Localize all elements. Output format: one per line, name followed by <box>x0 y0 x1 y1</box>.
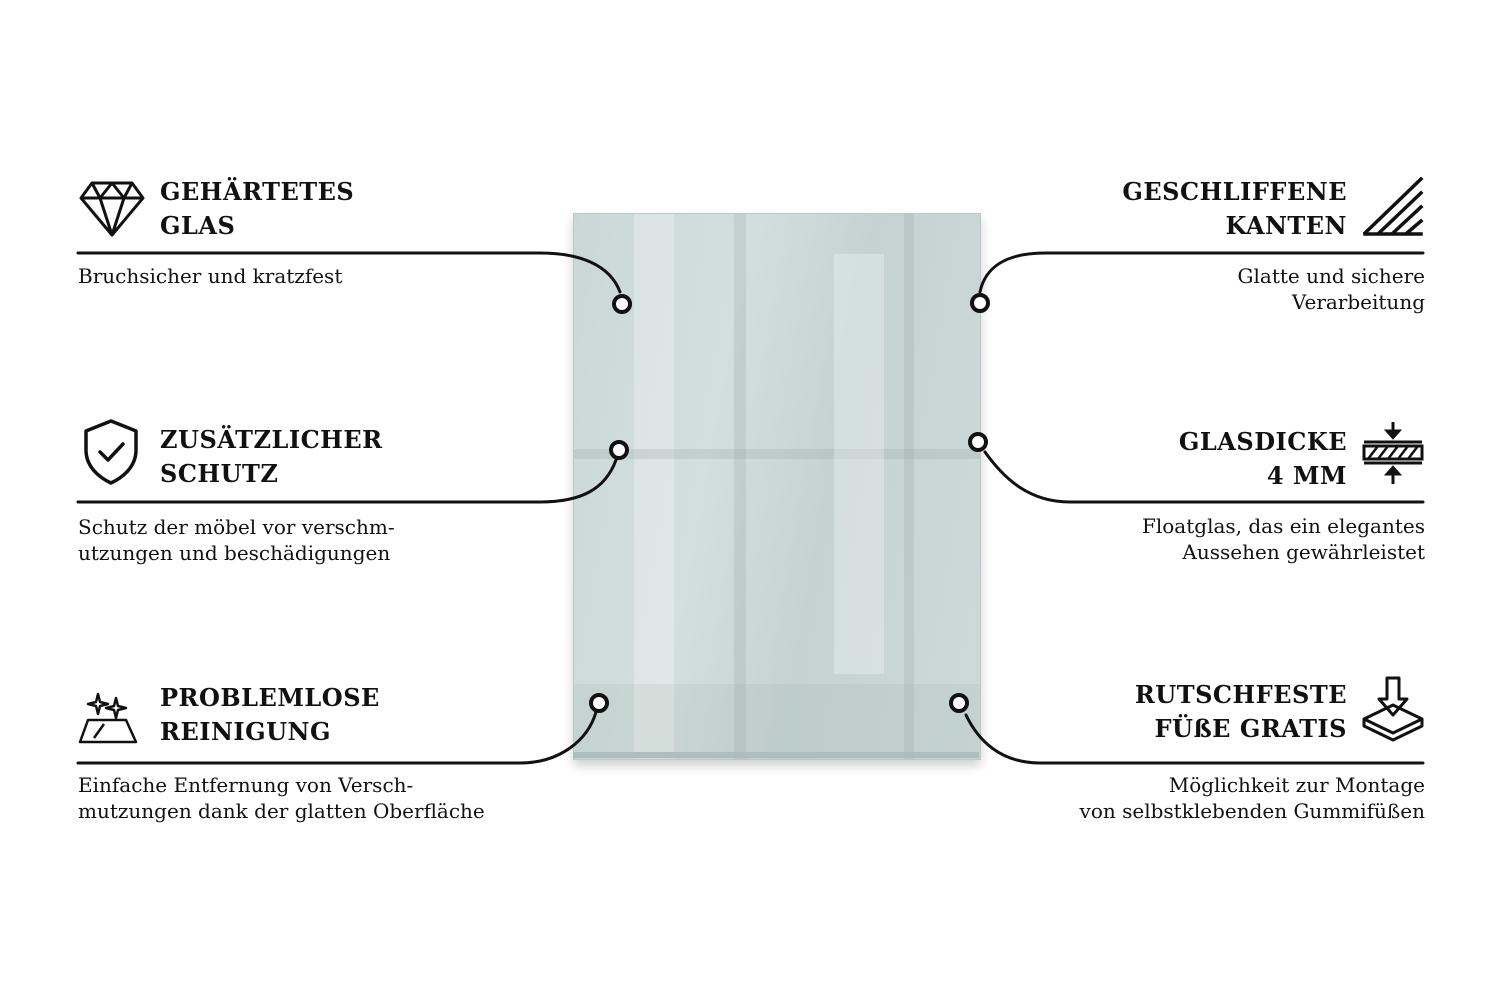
feature-title-anti-slip-feet: RUTSCHFESTE FÜßE GRATIS <box>1134 680 1347 743</box>
feature-desc-tempered-glass: Bruchsicher und kratzfest <box>78 264 343 288</box>
pin-left-3 <box>591 695 607 711</box>
feature-title-tempered-glass: GEHÄRTETES GLAS <box>160 177 355 240</box>
pin-right-2 <box>970 434 986 450</box>
polished-edge-icon <box>1363 177 1425 237</box>
feature-title-ground-edges: GESCHLIFFENE KANTEN <box>1122 177 1347 240</box>
pin-right-1 <box>972 295 988 311</box>
feature-desc-anti-slip-feet: Möglichkeit zur Montage von selbstklebenden Gummifüßen <box>1079 773 1425 823</box>
diamond-icon <box>78 180 146 238</box>
feature-desc-ground-edges: Glatte und sichere Verarbeitung <box>1237 264 1425 314</box>
feature-title-easy-cleaning: PROBLEMLOSE REINIGUNG <box>160 683 380 746</box>
feature-title-extra-protection: ZUSÄTZLICHER SCHUTZ <box>160 425 383 488</box>
sparkle-surface-icon <box>78 690 140 746</box>
anti-slip-feet-icon <box>1360 675 1426 747</box>
thickness-icon <box>1362 420 1424 486</box>
feature-desc-glass-thickness: Floatglas, das ein elegantes Aussehen gewährleistet <box>1141 514 1425 564</box>
pin-left-1 <box>614 296 630 312</box>
feature-desc-easy-cleaning: Einfache Entfernung von Versch- mutzungen dank der glatten Oberfläche <box>78 773 485 823</box>
shield-check-icon <box>82 418 140 486</box>
pin-left-2 <box>611 442 627 458</box>
feature-title-glass-thickness: GLASDICKE 4 MM <box>1178 427 1347 490</box>
pin-right-3 <box>951 695 967 711</box>
feature-desc-extra-protection: Schutz der möbel vor verschm- utzungen und beschädigungen <box>78 515 395 565</box>
